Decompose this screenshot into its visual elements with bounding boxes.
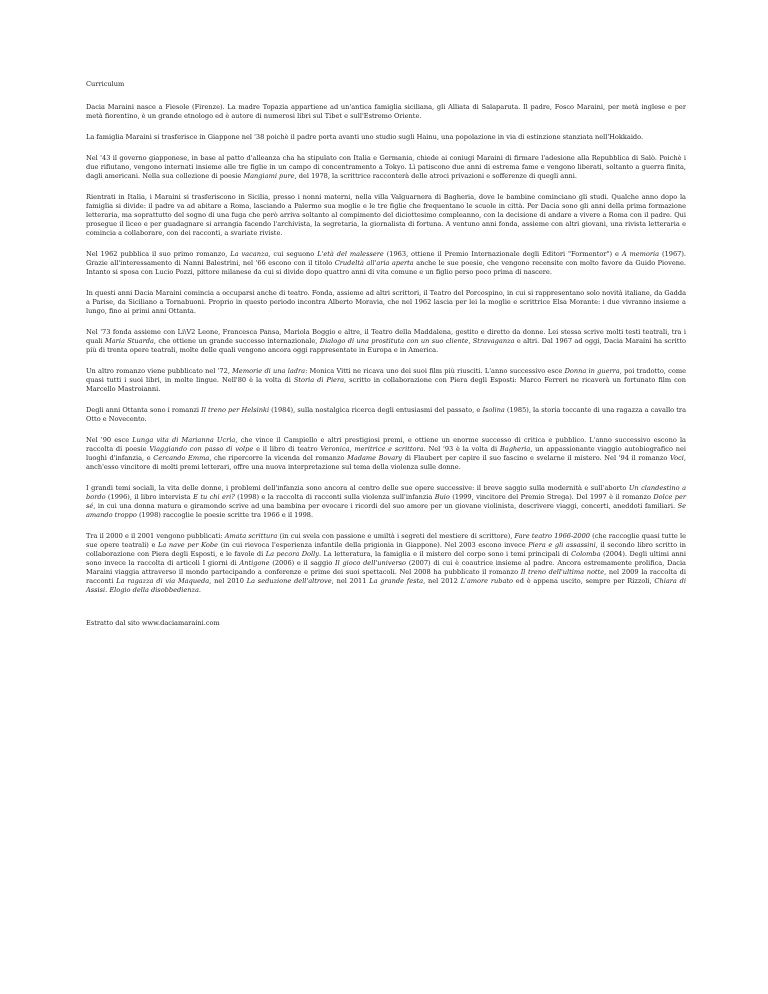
text-run: : Monica Vitti ne ricava uno dei suoi film più riusciti. L'anno successivo esce — [305, 367, 565, 375]
paragraph — [86, 367, 686, 394]
text-run: di Flaubert per capire il suo fascino e svelarne il mistero. Nel '94 il romanzo — [402, 454, 670, 462]
text-run: (1999, vincitore del Premio Strega). Del 1997 è il romanzo — [449, 493, 654, 501]
document-body — [86, 80, 686, 628]
paragraph — [86, 532, 686, 595]
text-run: Degli anni Ottanta sono i romanzi — [86, 406, 202, 414]
paragraph — [86, 250, 686, 277]
text-run: . La letteratura, la famiglia e il mistero del corpo sono i temi principali di — [318, 550, 572, 558]
text-run: . Nel '93 è la volta di — [423, 445, 500, 453]
text-run: Un altro romanzo viene pubblicato nel '72, — [86, 367, 233, 375]
text-run: e il libro di teatro — [253, 445, 321, 453]
biography-paragraphs — [86, 103, 686, 595]
text-run: , del 1978, la scrittrice racconterà delle atroci privazioni e sofferenze di quegli anni. — [294, 172, 577, 180]
paragraph — [86, 289, 686, 316]
text-run: (in cui rievoca l'esperienza infantile della prigionia in Giappone). Nel 2003 escono invece — [218, 541, 529, 549]
text-run: In questi anni Dacia Maraini comincia a occuparsi anche di teatro. Fonda, assieme ad altri scrittori, il Teatro del Porcospino, in cui si rappresentano solo novità italiane, da Gadda a Parise, da Siciliano a Tornabuoni. Proprio in questo periodo incontra Alberto Moravia, che nel 1962 lascia per lei la moglie e scrittrice Elsa Morante: i due vivranno insieme a lungo, fino ai primi anni Ottanta. — [86, 289, 686, 315]
italic-title: Mangiami pure — [243, 172, 295, 180]
italic-title: Veronica, meritrice e scrittora — [320, 445, 424, 453]
text-run: , che ottiene un grande successo internazionale, — [153, 337, 320, 345]
text-run: (1998) e la raccolta di racconti sulla violenza sull'infanzia — [234, 493, 435, 501]
text-run: Nel '73 fonda assieme con Li\V2 Leone, Francesca Pansa, Mariola Boggio e altre, il Teatro della Maddalena, gestito e diretto da donne. Lei stessa scrive molti testi teatrali, tra i quali — [86, 328, 686, 345]
text-run: , nel 2010 — [209, 577, 247, 585]
text-run: , scritto in collaborazione con Piera degli Esposti: Marco Ferreri ne ricaverà un fortunato film con Marcello Mastroianni. — [86, 376, 686, 393]
italic-title: Dialogo di una prostituta con un suo cliente — [319, 337, 469, 345]
text-run: e altri. Dal 1967 ad oggi, Dacia Maraini ha scritto più di trenta opere teatrali, molte delle quali vengono ancora oggi rappresentate in Europa e in America. — [86, 337, 687, 354]
text-run: (1996), il libro intervista — [105, 493, 194, 501]
text-run: ed è appena uscito, sempre per Rizzoli, — [513, 577, 655, 585]
text-run: (2007) di cui è coautrice insieme al padre. Ancora estremamente prolifica, Dacia Maraini viaggia attraverso il mondo partecipando a conferenze e prime dei suoi spettacoli. Nel 2008 ha pubblicato il romanzo — [86, 559, 686, 576]
text-run: (2004). Degli ultimi anni sono invece la raccolta di articoli I giorni di — [86, 550, 686, 567]
text-run: Tra il 2000 e il 2001 vengono pubblicati: — [86, 532, 225, 540]
italic-title: Il gioco dell'universo — [335, 559, 406, 567]
italic-title: A memoria — [621, 250, 660, 258]
text-run: , che ripercorre la vicenda del romanzo — [209, 454, 348, 462]
italic-title: La grande festa — [369, 577, 424, 585]
text-run: (1967). Grazie all'interessamento di Nanni Balestrini, nel '66 escono con il titolo — [86, 250, 686, 267]
text-run: anche le sue poesie, che vengono recensite con molto favore da Guido Piovene. Intanto si sposa con Lucio Pozzi, pittore milanese da cui si divide dopo quattro anni di vita comune e un figlio perso poco prima di nascere. — [86, 259, 686, 276]
italic-title: E tu chi eri? — [193, 493, 235, 501]
text-run: Nel '90 esce — [86, 436, 133, 444]
paragraph — [86, 328, 686, 355]
text-run: (in cui svela con passione e umiltà i segreti del mestiere di scrittore), — [277, 532, 515, 540]
text-run: , nel 2009 la raccolta di racconti — [86, 568, 686, 585]
text-run: , in cui una donna matura e giramondo scrive ad una bambina per evocare i ricordi del suo amore per un giovane violinista, descrivere viaggi, concerti, aneddoti familiari. — [93, 502, 678, 510]
italic-title: Dolce per sé — [86, 493, 687, 510]
text-run: Dacia Maraini nasce a Fiesole (Firenze). La madre Topazia appartiene ad un'antica famiglia siciliana, gli Alliata di Salaparuta. Il padre, Fosco Maraini, per metà inglese e per metà fiorentino, è un grande etnologo ed è autore di numerosi libri sul Tibet e sull'Estremo Oriente. — [86, 103, 686, 120]
page-title: Curriculum — [86, 80, 125, 88]
italic-title: La nave per Kobe — [157, 541, 219, 549]
italic-title: L'amore rubato — [460, 577, 513, 585]
text-run: , nel 2011 — [331, 577, 370, 585]
italic-title: Chiara di Assisi. Elogio della disobbedienza — [86, 577, 686, 594]
italic-title: La pecora Dolly — [265, 550, 319, 558]
italic-title: Cercando Emma — [153, 454, 210, 462]
text-run: La famiglia Maraini si trasferisce in Giappone nel '38 poichè il padre porta avanti uno studio sugli Hainu, una popolazione in via di estinzione stanziata nell'Hokkaido. — [86, 133, 644, 141]
paragraph — [86, 103, 686, 121]
text-run: (1985), la storia toccante di una ragazza a cavallo tra Otto e Novecento. — [86, 406, 687, 423]
italic-title: Buio — [434, 493, 450, 501]
text-run: , cui seguono — [268, 250, 318, 258]
italic-title: Isolina — [482, 406, 505, 414]
italic-title: Lunga vita di Marianna Ucrìa — [132, 436, 236, 444]
italic-title: Colomba — [571, 550, 601, 558]
paragraph — [86, 133, 686, 142]
text-run: I grandi temi sociali, la vita delle donne, i problemi dell'infanzia sono ancora al centro delle sue opere successive: il breve saggio sulla modernità e sull'aborto — [86, 484, 629, 492]
text-run: , poi tradotto, come quasi tutti i suoi libri, in molte lingue. Nell'80 è la volta di — [86, 367, 686, 384]
italic-title: L'età del malessere — [317, 250, 384, 258]
paragraph — [86, 484, 686, 520]
italic-title: Crudeltà all'aria aperta — [334, 259, 414, 267]
italic-title: Un clandestino a bordo — [86, 484, 686, 501]
italic-title: Se amando troppo — [86, 502, 686, 519]
italic-title: Voci — [669, 454, 684, 462]
italic-title: Piera e gli assassini — [528, 541, 596, 549]
text-run: , — [468, 337, 473, 345]
text-run: (2006) e il saggio — [269, 559, 335, 567]
italic-title: Il treno per Helsinki — [201, 406, 270, 414]
italic-title: La vacanza — [230, 250, 269, 258]
text-run: (1963, ottiene il Premio Internazionale degli Editori "Formentor") e — [383, 250, 622, 258]
text-run: , il secondo libro scritto in collaborazione con Piera degli Esposti, e le favole di — [86, 541, 686, 558]
source-note: Estratto dal sito www.daciamaraini.com — [86, 619, 220, 627]
italic-title: Maria Stuarda — [105, 337, 154, 345]
italic-title: Storia di Piera — [293, 376, 345, 384]
paragraph — [86, 406, 686, 424]
paragraph — [86, 436, 686, 472]
text-run: . — [198, 586, 201, 594]
italic-title: Bagheria — [499, 445, 531, 453]
italic-title: Memorie di una ladra — [232, 367, 306, 375]
text-run: Nel 1962 pubblica il suo primo romanzo, — [86, 250, 231, 258]
text-run: Nel '43 il governo giapponese, in base al patto d'alleanza cha ha stipulato con Italia e Germania, chiede ai coniugi Maraini di firmare l'adesione alla Repubblica di Salò. Poichè i due rifiutano, vengono internati insieme alle tre figlie in un campo di concentramento a Tokyo. Lì patiscono due anni di estrema fame e vengono liberati, soltanto a guerra finita, dagli americani. Nella sua collezione di poesie — [86, 154, 686, 180]
italic-title: Donna in guerra — [564, 367, 620, 375]
italic-title: Stravaganza — [472, 337, 515, 345]
italic-title: La seduzione dell'altrove — [246, 577, 332, 585]
text-run: , nel 2012 — [423, 577, 461, 585]
text-run: , anch'esso vincitore di molti premi letterari, offre una nuova interpretazione sul tema della violenza sulle donne. — [86, 454, 686, 471]
italic-title: Antigone — [239, 559, 270, 567]
italic-title: Il treno dell'ultima notte — [520, 568, 605, 576]
text-run: (1984), sulla nostalgica ricerca degli entusiasmi del passato, e — [269, 406, 483, 414]
text-run: Rientrati in Italia, i Maraini si trasferiscono in Sicilia, presso i nonni materni, nella villa Valguarnera di Bagheria, dove le bambine cominciano gli studi. Qualche anno dopo la famiglia si divide: il padre va ad abitare a Roma, lasciando a Palermo sua moglie e le tre figlie che frequentano le scuole in città. Per Dacia sono gli anni della prima formazione letteraria, ma soprattutto del sogno di una fuga che però arriva soltanto al compimento del diciottesimo compleanno, con la decisione di andare a vivere a Roma con il padre. Qui prosegue il liceo e per guadagnare si arrangia facendo l'archivista, la segretaria, la giornalista di fortuna. A ventuno anni fonda, assieme con altri giovani, una rivista letteraria e comincia a collaborare, con dei racconti, a svariate riviste. — [86, 193, 686, 237]
italic-title: Madame Bovary — [347, 454, 403, 462]
italic-title: Amata scrittura — [224, 532, 278, 540]
text-run: , un appassionante viaggio autobiografico nei luoghi d'infanzia, e — [86, 445, 687, 462]
paragraph — [86, 193, 686, 238]
text-run: , che vince il Campiello e altri prestigiosi premi, e ottiene un enorme successo di critica e pubblico. L'anno successivo escono la raccolta di poesie — [86, 436, 686, 453]
italic-title: La ragazza di via Maqueda — [116, 577, 210, 585]
paragraph — [86, 154, 686, 181]
italic-title: Fare teatro 1966-2000 — [514, 532, 590, 540]
italic-title: Viaggiando con passo di volpe — [149, 445, 254, 453]
text-run: (1998) raccoglie le poesie scritte tra 1966 e il 1998. — [136, 511, 314, 519]
text-run: (che raccoglie quasi tutte le sue opere teatrali) e — [86, 532, 686, 549]
